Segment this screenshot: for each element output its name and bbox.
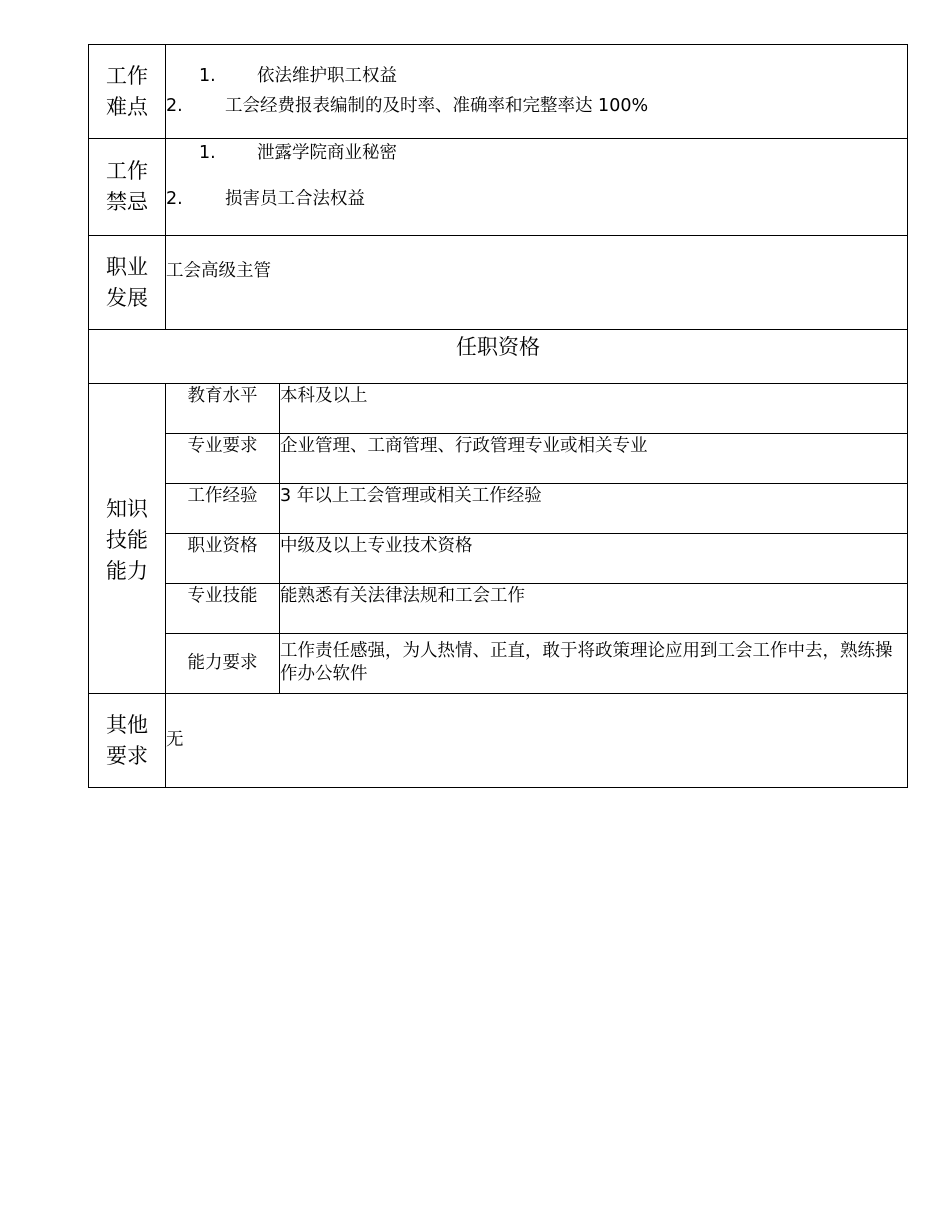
- ability-label-line1: 知识: [106, 497, 148, 521]
- difficulties-row: [89, 45, 908, 139]
- other-requirements-content: [166, 694, 908, 788]
- professional-skills-value: 能熟悉有关法律法规和工会工作: [280, 584, 908, 634]
- education-level-label: 教育水平: [166, 384, 280, 434]
- taboos-content: [166, 139, 908, 236]
- qualification-row: [89, 634, 908, 694]
- taboos-item-1-number: 1.: [199, 143, 216, 163]
- difficulties-content: [166, 45, 908, 139]
- difficulties-item-2: [166, 95, 907, 118]
- difficulties-item-2-number: 2.: [166, 96, 183, 116]
- qualification-row: [89, 534, 908, 584]
- qualifications-header-row: [89, 330, 908, 384]
- other-requirements-label: [89, 694, 166, 788]
- difficulties-item-1-number: 1.: [199, 66, 216, 86]
- ability-requirement-value: 工作责任感强，为人热情、正直，敢于将政策理论应用到工会工作中去，熟练操作办公软件: [280, 634, 908, 694]
- qualifications-header: 任职资格: [89, 330, 908, 384]
- difficulties-label: [89, 45, 166, 139]
- qualification-row: [89, 384, 908, 434]
- career-value: 工会高级主管: [166, 261, 271, 281]
- career-label-line1: 职业: [106, 254, 148, 279]
- difficulties-label-line1: 工作: [106, 63, 148, 88]
- career-label-line2: 发展: [106, 285, 148, 310]
- difficulties-item-1: [166, 65, 907, 88]
- taboos-item-2-number: 2.: [166, 189, 183, 209]
- taboos-item-2: [166, 188, 907, 211]
- difficulties-item-1-text: 依法维护职工权益: [257, 66, 397, 86]
- ability-label-line3: 能力: [106, 559, 148, 583]
- education-level-value: 本科及以上: [280, 384, 908, 434]
- other-label-line2: 要求: [106, 743, 148, 768]
- ability-label-line2: 技能: [106, 528, 148, 552]
- taboos-label-line1: 工作: [106, 159, 148, 183]
- taboos-item-1-text: 泄露学院商业秘密: [257, 143, 397, 163]
- taboos-label-line2: 禁忌: [106, 190, 148, 214]
- difficulties-item-2-text: 工会经费报表编制的及时率、准确率和完整率达 100%: [225, 96, 649, 116]
- work-experience-label: 工作经验: [166, 484, 280, 534]
- qualification-row: [89, 434, 908, 484]
- career-row: [89, 236, 908, 330]
- career-label: [89, 236, 166, 330]
- taboos-item-2-text: 损害员工合法权益: [225, 189, 365, 209]
- work-experience-value: 3 年以上工会管理或相关工作经验: [280, 484, 908, 534]
- qualification-row: [89, 484, 908, 534]
- taboos-row: [89, 139, 908, 236]
- career-content: [166, 236, 908, 330]
- major-requirement-value: 企业管理、工商管理、行政管理专业或相关专业: [280, 434, 908, 484]
- other-label-line1: 其他: [106, 712, 148, 737]
- qualification-row: [89, 584, 908, 634]
- knowledge-skills-ability-label: [89, 384, 166, 694]
- major-requirement-label: 专业要求: [166, 434, 280, 484]
- other-requirements-value: 无: [166, 730, 184, 750]
- taboos-label: [89, 139, 166, 236]
- professional-qualification-value: 中级及以上专业技术资格: [280, 534, 908, 584]
- taboos-item-1: [166, 142, 907, 165]
- professional-skills-label: 专业技能: [166, 584, 280, 634]
- difficulties-label-line2: 难点: [106, 94, 148, 119]
- ability-requirement-label: 能力要求: [166, 634, 280, 694]
- job-description-table: [88, 44, 908, 788]
- other-requirements-row: [89, 694, 908, 788]
- professional-qualification-label: 职业资格: [166, 534, 280, 584]
